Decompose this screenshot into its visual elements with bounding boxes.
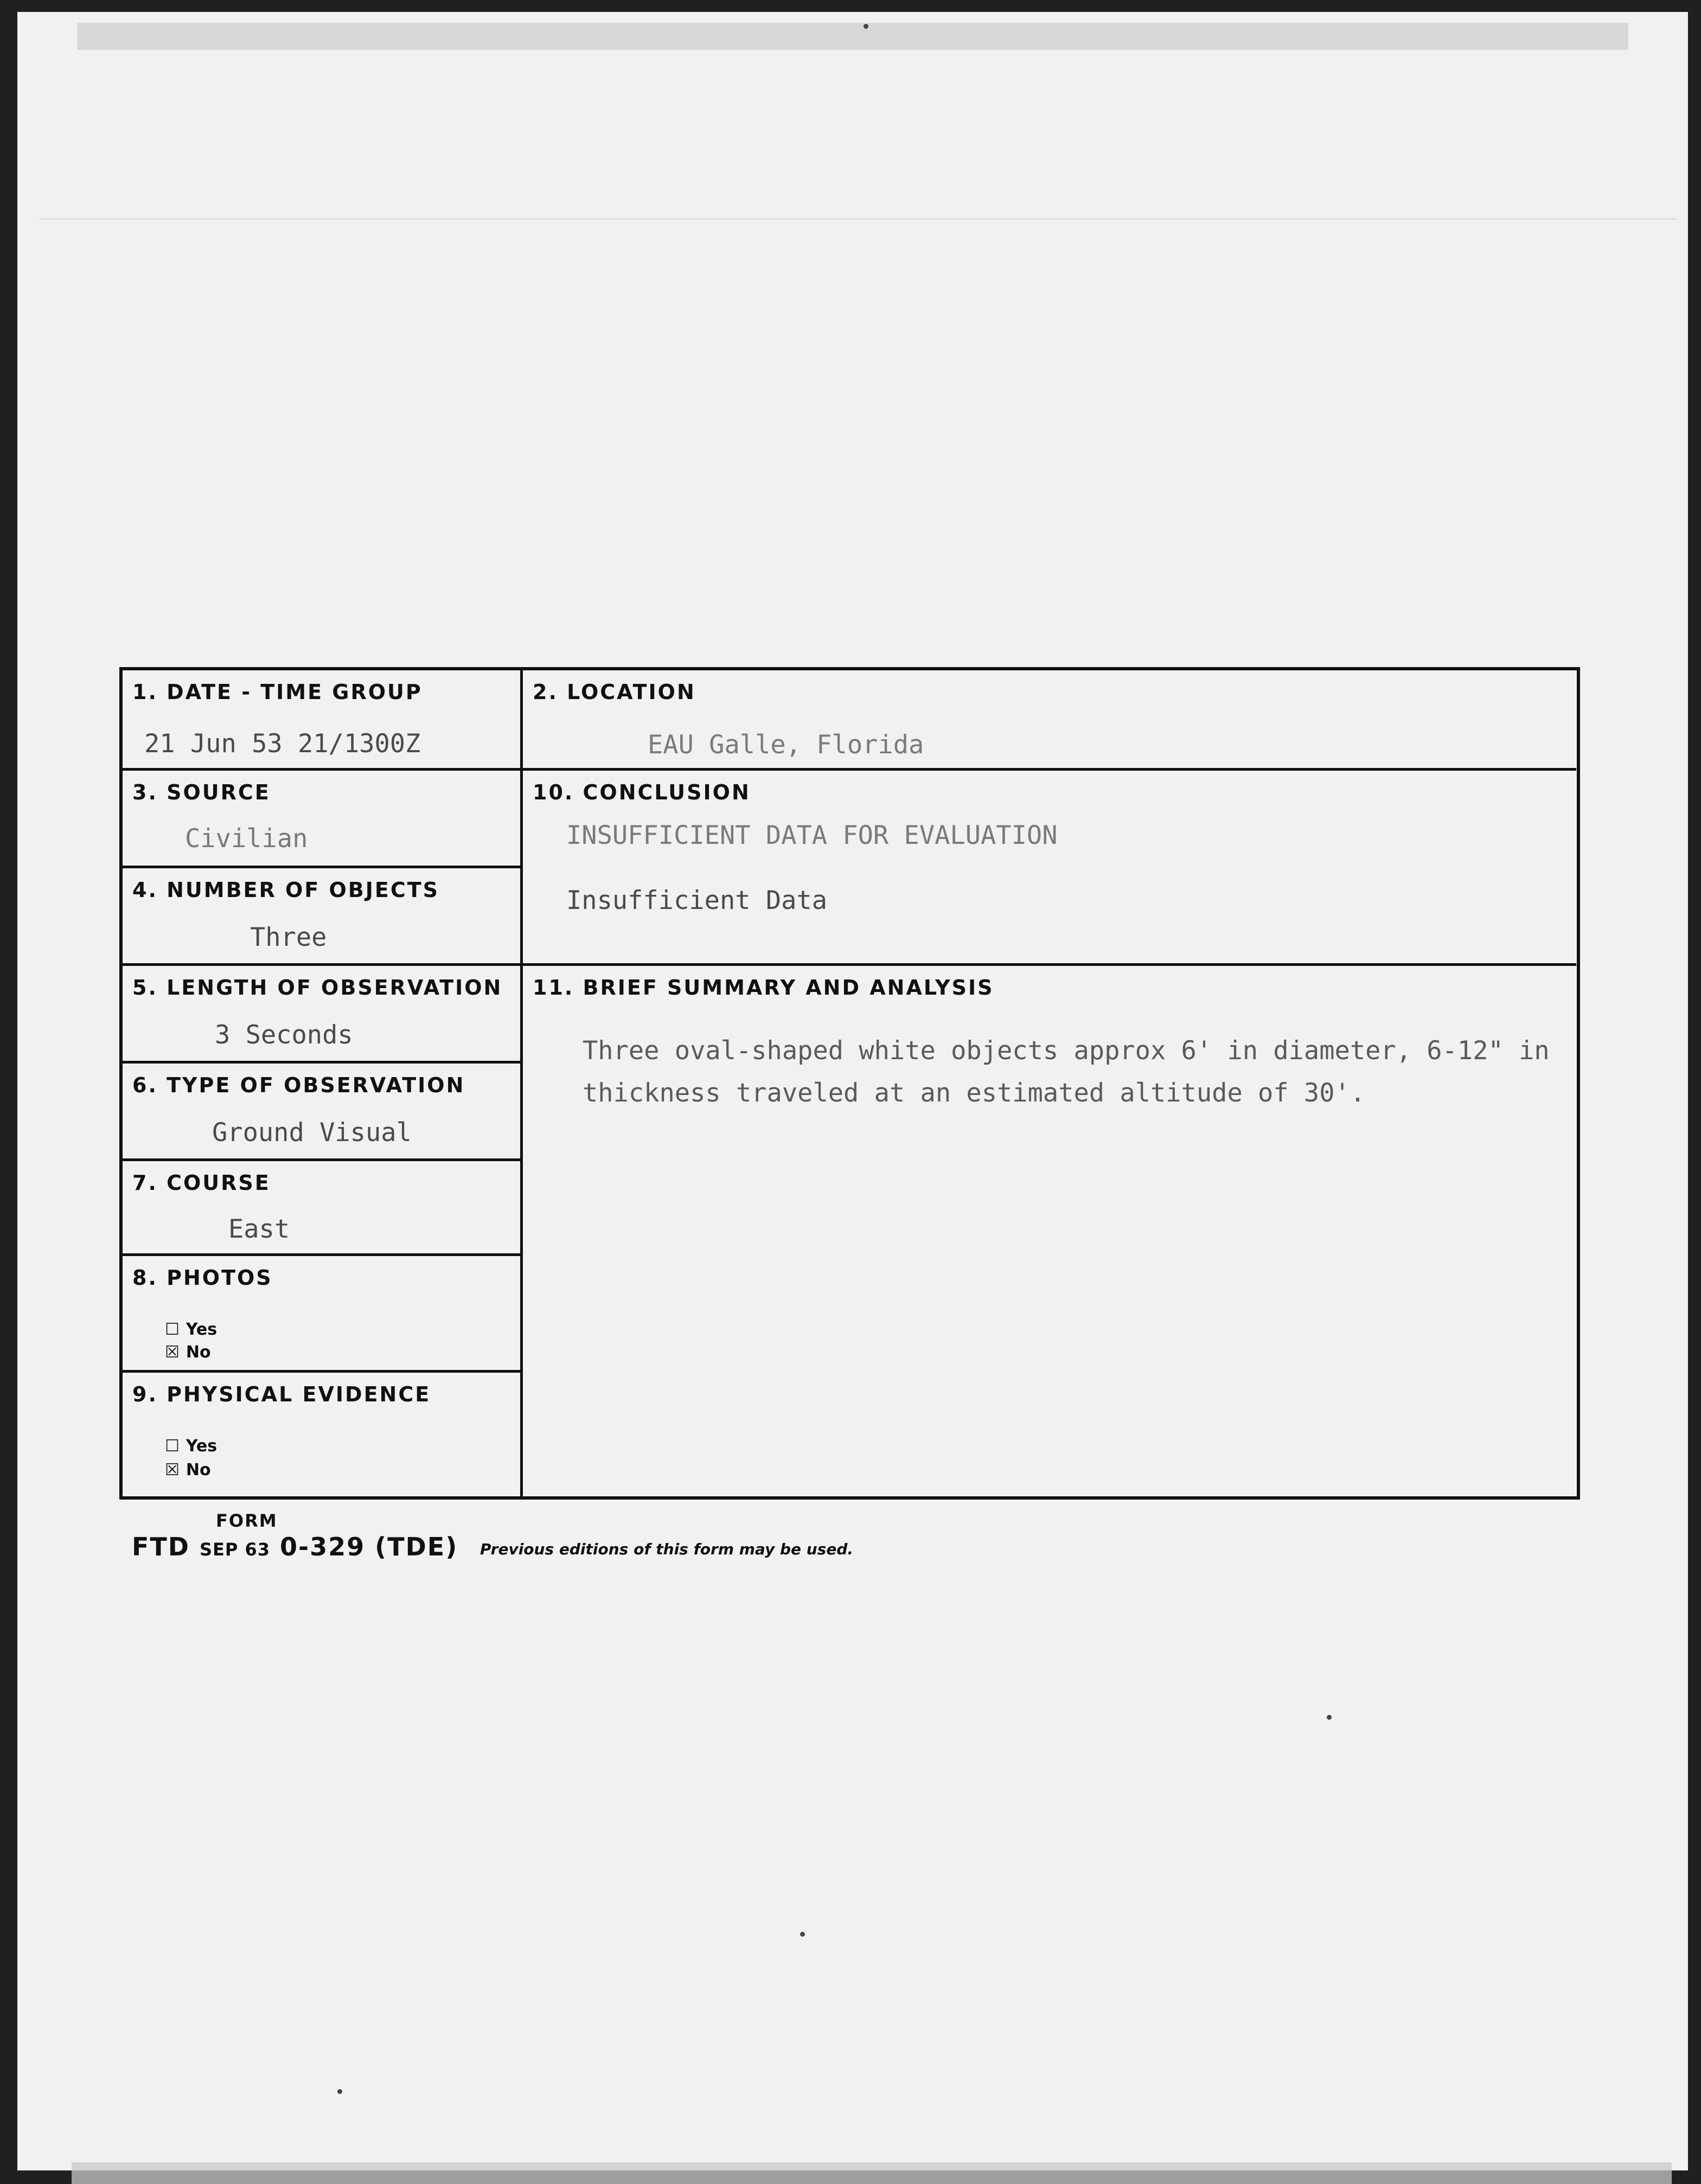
photos-yes-label: Yes [186, 1320, 218, 1339]
form-date: SEP 63 [200, 1539, 271, 1560]
type-of-observation-value: Ground Visual [212, 1118, 412, 1148]
length-of-observation-label: 5. LENGTH OF OBSERVATION [132, 976, 503, 1000]
form-word: FORM [216, 1510, 278, 1531]
location-cell [523, 670, 1575, 768]
physical-evidence-option-yes[interactable] [165, 1437, 217, 1456]
course-cell [123, 1161, 520, 1253]
photos-no-label: No [186, 1343, 211, 1362]
summary-cell [523, 966, 1575, 1497]
conclusion-cell [523, 771, 1575, 963]
summary-text: Three oval-shaped white objects approx 6' in diameter, 6-12" in thickness traveled at an estimated altitude of 30'. [583, 1036, 1550, 1108]
form-number: 0-329 (TDE) [280, 1532, 458, 1561]
length-of-observation-value: 3 Seconds [215, 1020, 353, 1050]
conclusion-label: 10. CONCLUSION [533, 780, 751, 804]
number-of-objects-cell [123, 868, 520, 963]
fold-line [39, 218, 1677, 220]
bottom-scan-band [72, 2162, 1672, 2184]
ufo-report-form [119, 667, 1580, 1500]
photos-option-yes[interactable] [165, 1320, 217, 1339]
summary-label: 11. BRIEF SUMMARY AND ANALYSIS [533, 976, 994, 1000]
location-value: EAU Galle, Florida [648, 730, 924, 760]
course-label: 7. COURSE [132, 1171, 271, 1195]
previous-editions-note: Previous editions of this form may be used. [480, 1540, 853, 1558]
checkbox-checked-icon: ☒ [165, 1343, 180, 1362]
scan-speck [800, 1932, 805, 1937]
photos-label: 8. PHOTOS [132, 1266, 273, 1290]
conclusion-value-line2: Insufficient Data [566, 886, 828, 915]
top-scan-band [77, 23, 1628, 50]
scan-speck [1327, 1715, 1332, 1720]
number-of-objects-label: 4. NUMBER OF OBJECTS [132, 878, 440, 902]
number-of-objects-value: Three [250, 923, 327, 952]
course-value: East [228, 1214, 290, 1244]
scan-speck [864, 24, 868, 29]
form-identifier [132, 1532, 458, 1561]
checkbox-empty-icon: ☐ [165, 1320, 180, 1339]
form-agency: FTD [132, 1532, 190, 1561]
date-time-group-cell [123, 670, 520, 768]
conclusion-value-line1: INSUFFICIENT DATA FOR EVALUATION [566, 821, 1058, 850]
source-value: Civilian [185, 824, 308, 854]
source-label: 3. SOURCE [132, 780, 271, 804]
physical-evidence-cell [123, 1373, 520, 1497]
photos-option-no[interactable] [165, 1343, 211, 1362]
type-of-observation-cell [123, 1064, 520, 1158]
physical-evidence-option-no[interactable] [165, 1461, 211, 1480]
length-of-observation-cell [123, 966, 520, 1061]
date-time-group-value: 21 Jun 53 21/1300Z [144, 729, 421, 759]
physical-evidence-yes-label: Yes [186, 1437, 218, 1456]
source-cell [123, 771, 520, 866]
checkbox-empty-icon: ☐ [165, 1437, 180, 1456]
physical-evidence-label: 9. PHYSICAL EVIDENCE [132, 1382, 431, 1406]
photos-cell [123, 1256, 520, 1370]
scan-speck [337, 2089, 342, 2094]
checkbox-checked-icon: ☒ [165, 1461, 180, 1480]
physical-evidence-no-label: No [186, 1461, 211, 1480]
location-label: 2. LOCATION [533, 680, 696, 704]
date-time-group-label: 1. DATE - TIME GROUP [132, 680, 423, 704]
type-of-observation-label: 6. TYPE OF OBSERVATION [132, 1073, 465, 1097]
